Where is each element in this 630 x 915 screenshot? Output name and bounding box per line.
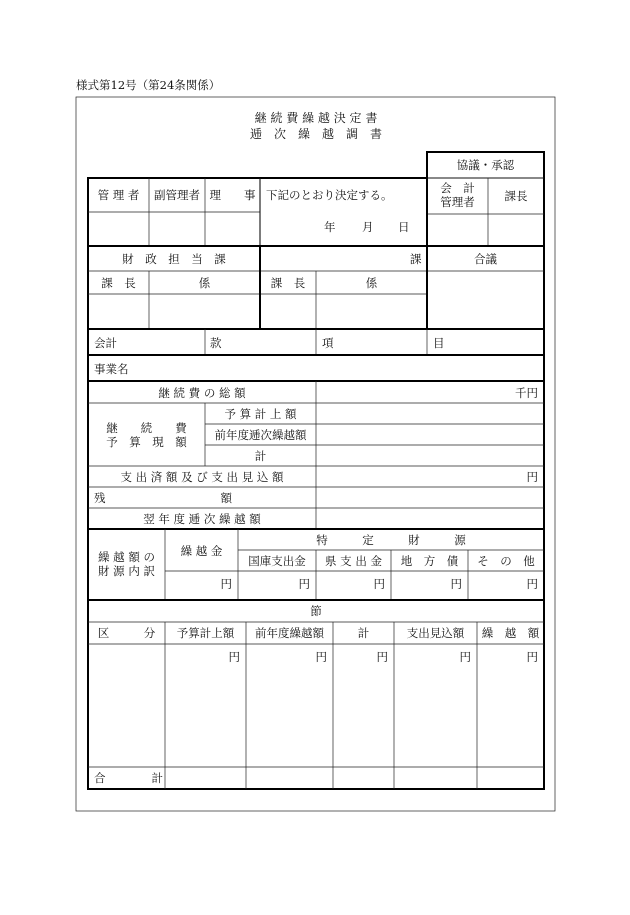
date-year: 年 [324, 220, 336, 234]
setsu-header: 節 [310, 604, 322, 618]
col-carryover: 繰 越 額 [481, 626, 540, 640]
title-line-1: 継 続 費 繰 越 決 定 書 [254, 111, 378, 125]
decision-text: 下記のとおり決定する。 [266, 188, 393, 202]
detail-yen-5: 円 [526, 650, 538, 664]
col-prev-carryover: 前年度繰越額 [255, 626, 324, 640]
col-budget-planned: 予算計上額 [176, 626, 235, 640]
grand-total-label: 合 計 [94, 771, 163, 785]
funding-yen-2: 円 [298, 577, 310, 591]
deputy-manager-label: 副管理者 [154, 188, 200, 202]
expenditure-label: 支 出 済 額 及 び 支 出 見 込 額 [120, 470, 284, 484]
detail-yen-2: 円 [315, 650, 327, 664]
subtotal-label: 計 [254, 449, 267, 463]
approval-header: 協議・承認 [456, 158, 515, 172]
local-bond-label: 地 方 債 [400, 554, 459, 568]
funding-yen-4: 円 [450, 577, 462, 591]
manager-label: 管 理 者 [97, 188, 140, 202]
date-day: 日 [398, 220, 410, 234]
moku-label: 目 [433, 336, 445, 350]
other-funding-label: そ の 他 [477, 554, 535, 568]
director-label: 理 事 [209, 188, 256, 202]
total-continuing-label: 継 続 費 の 総 額 [158, 386, 246, 400]
section-chief-label: 課長 [504, 189, 528, 203]
funding-yen-3: 円 [373, 577, 385, 591]
accounting-manager-label: 会 計 管理者 [440, 181, 475, 209]
national-treasury-label: 国庫支出金 [248, 554, 306, 568]
kou-label: 項 [322, 336, 334, 350]
title-line-2: 逓 次 繰 越 調 書 [249, 127, 382, 141]
thousand-yen-unit: 千円 [515, 386, 538, 400]
funding-yen-5: 円 [526, 577, 538, 591]
remainder-label: 残 額 [94, 491, 232, 505]
funding-breakdown-label: 繰 越 額 の 財 源 内 訳 [98, 550, 155, 578]
next-carryover-label: 翌 年 度 逓 次 繰 越 額 [143, 512, 261, 526]
section-staff-label: 係 [365, 276, 378, 290]
expenditure-yen-unit: 円 [526, 470, 538, 484]
account-label: 会計 [94, 336, 117, 350]
finance-section-label: 財 政 担 当 課 [122, 252, 226, 266]
col-category: 区 分 [97, 626, 156, 640]
detail-yen-1: 円 [228, 650, 240, 664]
detail-yen-4: 円 [459, 650, 471, 664]
col-total: 計 [357, 626, 370, 640]
specific-funding-label: 特 定 財 源 [316, 533, 466, 547]
section-label: 課 [410, 252, 422, 266]
date-month: 月 [362, 220, 374, 234]
col-expenditure-forecast: 支出見込額 [406, 626, 465, 640]
finance-chief-label: 課 長 [101, 276, 136, 290]
prefectural-label: 県 支 出 金 [325, 554, 382, 568]
form-number-note: 様式第12号（第24条関係） [76, 78, 221, 92]
project-name-label: 事業名 [94, 362, 129, 376]
section-chief-cell-label: 課 長 [270, 276, 306, 290]
finance-staff-label: 係 [198, 276, 211, 290]
prev-carryover-label: 前年度逓次繰越額 [214, 428, 307, 442]
budget-planned-label: 予 算 計 上 額 [224, 407, 297, 421]
carryover-fund-label: 繰 越 金 [180, 544, 223, 558]
detail-yen-3: 円 [376, 650, 388, 664]
kan-label: 款 [210, 336, 222, 350]
funding-yen-1: 円 [220, 577, 232, 591]
continuing-budget-label: 継 続 費 予 算 現 額 [106, 421, 187, 449]
consultation-label: 合議 [474, 252, 497, 266]
